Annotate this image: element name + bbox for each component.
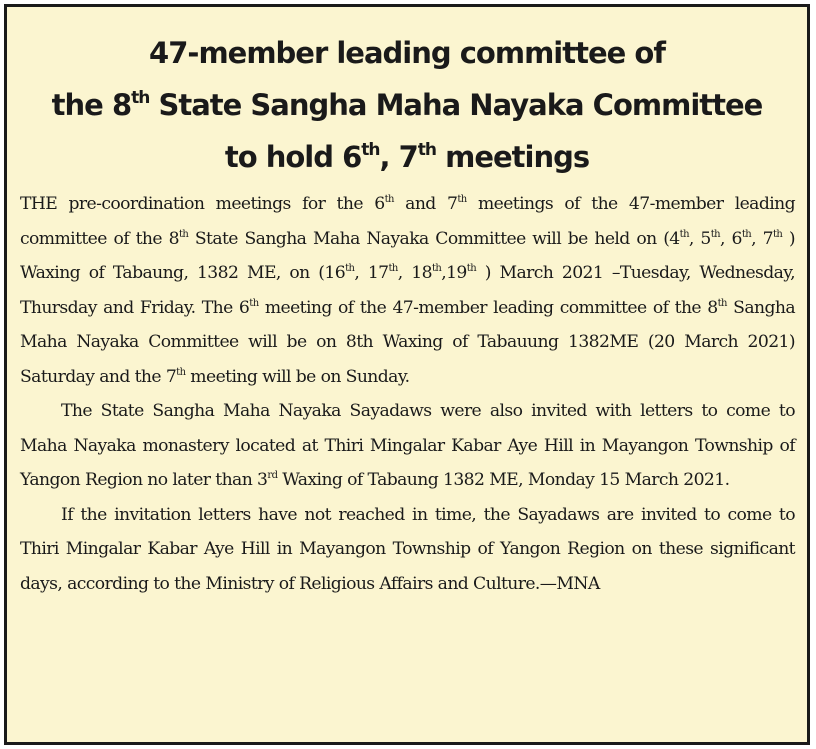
article-body	[20, 187, 795, 601]
paragraph-2: The State Sangha Maha Nayaka Sayadaws were also invited with letters to come to Maha Nayaka monastery located at Thiri Mingalar Kabar Aye Hill in Mayangon Township of Yangon Region no later than 3rd Waxing of Tabaung 1382 ME, Monday 15 March 2021.	[20, 401, 795, 490]
article-box	[4, 4, 810, 745]
headline-line-2: the 8th State Sangha Maha Nayaka Committee	[51, 88, 763, 122]
headline-line-1: 47-member leading committee of	[149, 36, 665, 70]
headline-line-3: to hold 6th, 7th meetings	[224, 140, 590, 174]
paragraph-1: THE pre-coordination meetings for the 6th and 7th meetings of the 47-member leading committee of the 8th State Sangha Maha Nayaka Committee will be held on (4th, 5th, 6th, 7th ) Waxing of Tabaung, 1382 ME, on (16th, 17th, 18th,19th ) March 2021 –Tuesday, Wednesday, Thursday and Friday. The 6th meeting of the 47-member leading committee of the 8th Sangha Maha Nayaka Committee will be on 8th Waxing of Tabauung 1382ME (20 March 2021) Saturday and the 7th meeting will be on Sunday.	[20, 194, 795, 387]
paragraph-3: If the invitation letters have not reached in time, the Sayadaws are invited to come to Thiri Mingalar Kabar Aye Hill in Mayangon Township of Yangon Region on these significant days, according to the Ministry of Religious Affairs and Culture.—MNA	[20, 504, 795, 594]
headline	[7, 27, 807, 183]
